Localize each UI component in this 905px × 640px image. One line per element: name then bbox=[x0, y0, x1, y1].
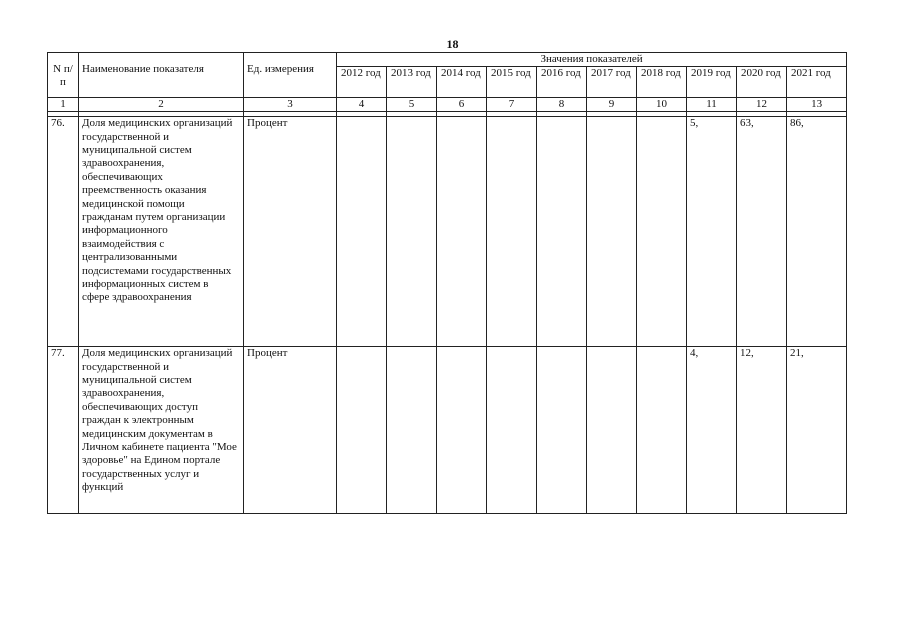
header-year: 2019 год bbox=[687, 67, 737, 98]
table-row bbox=[48, 347, 847, 514]
row-name: Доля медицинских организаций государственной и муниципальной систем здравоохранения, обеспечивающих доступ граждан к электронным медицинским документам в Личном кабинете пациента "Мое здоровье" на Едином портале государственных услуг и функций bbox=[79, 347, 244, 514]
row-value bbox=[437, 117, 487, 347]
column-index: 7 bbox=[487, 98, 537, 112]
column-index: 10 bbox=[637, 98, 687, 112]
row-value bbox=[437, 347, 487, 514]
column-index: 9 bbox=[587, 98, 637, 112]
row-name: Доля медицинских организаций государственной и муниципальной систем здравоохранения, обеспечивающих преемственность оказания медицинской помощи гражданам путем организации информационного взаимодействия с централизованными подсистемами государственных информационных систем в сфере здравоохранения bbox=[79, 117, 244, 347]
header-year: 2017 год bbox=[587, 67, 637, 98]
row-value: 86, bbox=[787, 117, 847, 347]
row-value bbox=[537, 117, 587, 347]
column-index: 13 bbox=[787, 98, 847, 112]
row-value bbox=[537, 347, 587, 514]
row-num: 77. bbox=[48, 347, 79, 514]
row-value bbox=[387, 347, 437, 514]
header-num: N п/п bbox=[48, 53, 79, 98]
header-year: 2013 год bbox=[387, 67, 437, 98]
row-value: 4, bbox=[687, 347, 737, 514]
column-index: 1 bbox=[48, 98, 79, 112]
row-value: 12, bbox=[737, 347, 787, 514]
row-num: 76. bbox=[48, 117, 79, 347]
header-year: 2018 год bbox=[637, 67, 687, 98]
header-year: 2020 год bbox=[737, 67, 787, 98]
row-value bbox=[637, 117, 687, 347]
row-value bbox=[337, 117, 387, 347]
header-year: 2012 год bbox=[337, 67, 387, 98]
row-value bbox=[387, 117, 437, 347]
column-index: 6 bbox=[437, 98, 487, 112]
header-unit: Ед. измерения bbox=[244, 53, 337, 98]
column-index: 4 bbox=[337, 98, 387, 112]
column-index-row bbox=[48, 98, 847, 112]
column-index: 5 bbox=[387, 98, 437, 112]
header-year: 2014 год bbox=[437, 67, 487, 98]
page-number: 18 bbox=[446, 37, 459, 51]
row-value bbox=[487, 347, 537, 514]
header-year: 2021 год bbox=[787, 67, 847, 98]
table-row bbox=[48, 117, 847, 347]
row-value bbox=[637, 347, 687, 514]
column-index: 11 bbox=[687, 98, 737, 112]
row-value bbox=[487, 117, 537, 347]
row-value: 5, bbox=[687, 117, 737, 347]
header-year: 2016 год bbox=[537, 67, 587, 98]
column-index: 12 bbox=[737, 98, 787, 112]
column-index: 3 bbox=[244, 98, 337, 112]
row-value: 21, bbox=[787, 347, 847, 514]
header-year: 2015 год bbox=[487, 67, 537, 98]
row-value: 63, bbox=[737, 117, 787, 347]
row-value bbox=[587, 117, 637, 347]
row-value bbox=[587, 347, 637, 514]
column-index: 8 bbox=[537, 98, 587, 112]
row-value bbox=[337, 347, 387, 514]
header-row-top bbox=[48, 53, 847, 67]
indicators-table bbox=[47, 52, 847, 514]
header-values-group: Значения показателей bbox=[337, 53, 847, 67]
row-unit: Процент bbox=[244, 117, 337, 347]
row-unit: Процент bbox=[244, 347, 337, 514]
column-index: 2 bbox=[79, 98, 244, 112]
header-name: Наименование показателя bbox=[79, 53, 244, 98]
